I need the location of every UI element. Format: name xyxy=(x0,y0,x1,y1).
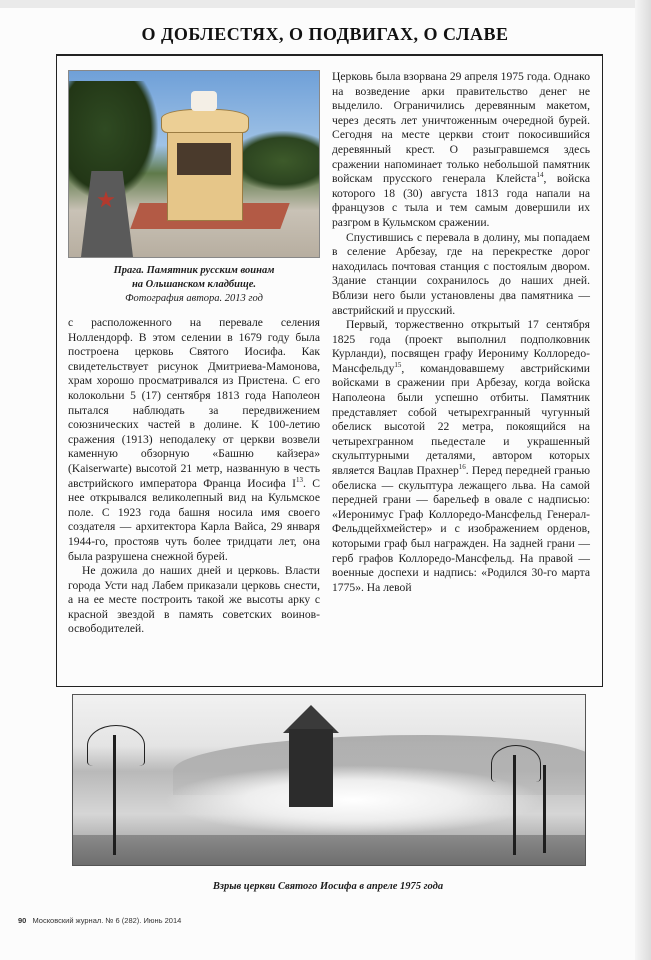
right-paragraph-1: Церковь была взорвана 29 апреля 1975 года. Однако на возведение арки правительство денег не выделило. Ограничились деревянным макетом, через десять лет уничтоженным очередной бурей. Сегодня на месте церкви стоит покосившийся деревянный крест. О разыгравшемся здесь сражении напоминает только небольшой памятник войскам прусского генерала Клейста$^{14}$, войска которого 18 (30) августа 1813 года напали на французов с тыла и тем самым довершили их разгром в Кульмском сражении. xyxy=(332,70,590,229)
page-top-edge xyxy=(0,0,651,8)
left-column xyxy=(68,70,320,637)
caption-credit: Фотография автора. 2013 год xyxy=(125,293,263,304)
right-paragraph-3: Первый, торжественно открытый 17 сентября 1825 года (проект выполнил подполковник Курланди), посвящен графу Иерониму Коллоредо-Мансфельду$^{15}$, командовавшему австрийскими войсками в сражении при Арбезау, когда войска Наполеона были успешно отбиты. Памятник представляет собой четырехгранный чугунный обелиск высотой 22 метра, покоящийся на четырехгранном пьедестале и украшенный скульптурными деталями, автором которых является Вацлав Прахнер$^{16}$. Перед передней гранью обелиска — скульптура лежащего льва. На самой передней грани — барельеф в овале с надписью: «Иеронимус Граф Коллоредо-Мансфельд Генерал-Фельдцейхмейстер» и с изображением орденов, которыми граф был награжден. На задней грани — герб графов Коллоредо-Мансфельд. На правой — военные доспехи и надпись: «Родился 30-го марта 1775». На левой xyxy=(332,318,590,594)
section-heading: О ДОБЛЕСТЯХ, О ПОДВИГАХ, О СЛАВЕ xyxy=(141,24,509,44)
right-column xyxy=(332,70,590,595)
right-paragraph-2: Спустившись с перевала в долину, мы попадаем в селение Арбезау, где на перекрестке дорог находилась почтовая станция с постоялым двором. Здание станции сохранилось до наших дней. Вблизи него были установлены два памятника — австрийский и прусский. xyxy=(332,230,590,317)
journal-issue: Московский журнал. № 6 (282). Июнь 2014 xyxy=(32,916,182,925)
page-number: 90 xyxy=(18,916,27,925)
caption-line-2: на Ольшанском кладбище. xyxy=(131,279,257,290)
monument-photo-caption xyxy=(68,264,320,306)
page-right-edge xyxy=(635,0,651,960)
left-paragraph-1: с расположенного на перевале селения Ноллендорф. В этом селении в 1679 году была построена церковь Святого Иосифа. Как свидетельствует рисунок Дмитриева-Мамонова, храм хорошо просматривался из Пристена. С его колокольни 5 (17) сентября 1813 года Наполеон пытался наблюдать за передвижением союзнических частей в долине. К 100-летию сражения (1913) неподалеку от церкви возвели каменную обзорную «Башню кайзера» (Kaiserwarte) высотой 21 метр, названную в честь австрийского императора Франца Иосифа $I^{13}$. С нее открывался великолепный вид на Кульмское поле. С 1923 года башня носила имя своего создателя — архитектора Карла Вайса, 29 января 1944-го, простояв чуть более тридцати лет, она была разрушена снежной бурей. xyxy=(68,316,320,563)
page-footer xyxy=(18,916,181,925)
monument-photo xyxy=(68,70,320,258)
explosion-photo-caption: Взрыв церкви Святого Иосифа в апреле 1975 года xyxy=(212,881,444,892)
left-paragraph-2: Не дожила до наших дней и церковь. Власти города Усти над Лабем приказали церковь снести, а на ее месте построить такой же высоты арку с красной звездой в память советских воинов-освободителей. xyxy=(68,564,320,636)
church-explosion-photo xyxy=(72,694,586,866)
caption-line-1: Прага. Памятник русским воинам xyxy=(113,265,275,276)
